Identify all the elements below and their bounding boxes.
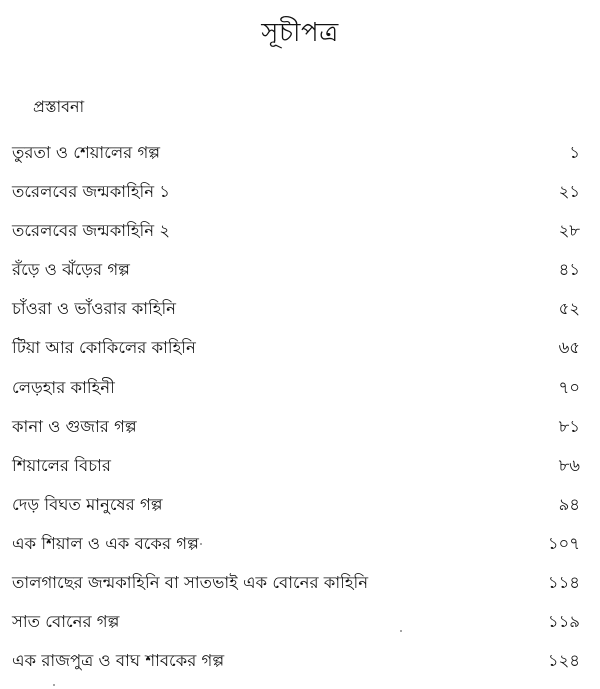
toc-entry-page: ৪১ — [558, 260, 580, 280]
toc-entry-title: তুরতা ও শেয়ালের গল্প — [12, 143, 161, 162]
toc-entry-title: এক শিয়াল ও এক বকের গল্প — [12, 533, 199, 553]
toc-entry-page: ১ — [569, 143, 580, 162]
toc-entry — [0, 452, 600, 491]
toc-entry-page: ৮১ — [558, 416, 580, 436]
toc-entry-page: ৫২ — [558, 299, 580, 319]
print-speck — [400, 630, 402, 632]
toc-entry-page: ৭০ — [558, 377, 580, 397]
toc-entry-page: ৯৪ — [558, 494, 580, 514]
toc-entry — [0, 139, 600, 178]
toc-entry-page: ১০৭ — [547, 533, 580, 553]
toc-entry — [0, 413, 600, 452]
toc-entry — [0, 334, 600, 373]
toc-entry-page: ২১ — [558, 182, 580, 202]
toc-entry-title: রঁড়ে ও ঝঁড়ের গল্প — [12, 260, 130, 280]
toc-entry-title: লেড়হার কাহিনী — [12, 377, 115, 397]
toc-entry-title: তরেলবের জন্মকাহিনি ২ — [12, 221, 171, 241]
toc-entry-title: চাঁওরা ও ভাঁওরার কাহিনি — [12, 299, 177, 319]
toc-entry — [0, 491, 600, 530]
toc-entry — [0, 647, 600, 686]
toc-entry-title: কানা ও গুজার গল্প — [12, 416, 137, 436]
toc-list — [0, 139, 600, 686]
toc-entry — [0, 374, 600, 413]
toc-entry-title: তালগাছের জন্মকাহিনি বা সাতভাই এক বোনের কাহিনি — [12, 573, 369, 593]
toc-entry-title: দেড় বিঘত মানুষের গল্প — [12, 494, 163, 514]
print-speck — [53, 684, 55, 686]
print-speck — [200, 543, 202, 545]
toc-entry-title: তরেলবের জন্মকাহিনি ১ — [12, 182, 171, 202]
toc-entry-title: এক রাজপুত্র ও বাঘ শাবকের গল্প — [12, 651, 225, 671]
toc-entry-page: ১১৪ — [547, 573, 580, 593]
toc-entry — [0, 178, 600, 217]
toc-entry — [0, 530, 600, 569]
toc-entry — [0, 608, 600, 647]
toc-entry — [0, 256, 600, 295]
toc-entry — [0, 569, 600, 608]
page-title: সূচীপত্র — [261, 18, 339, 48]
toc-entry-title: টিয়া আর কোকিলের কাহিনি — [12, 338, 196, 358]
preface-heading: প্রস্তাবনা — [33, 97, 85, 116]
toc-entry — [0, 217, 600, 256]
toc-entry-page: ২৮ — [558, 221, 580, 241]
toc-entry-title: শিয়ালের বিচার — [12, 455, 111, 475]
toc-entry — [0, 295, 600, 334]
toc-entry-title: সাত বোনের গল্প — [12, 612, 120, 632]
toc-entry-page: ১২৪ — [547, 651, 580, 671]
toc-entry-page: ৬৫ — [558, 338, 580, 358]
toc-entry-page: ১১৯ — [547, 612, 580, 632]
toc-entry-page: ৮৬ — [558, 455, 580, 475]
